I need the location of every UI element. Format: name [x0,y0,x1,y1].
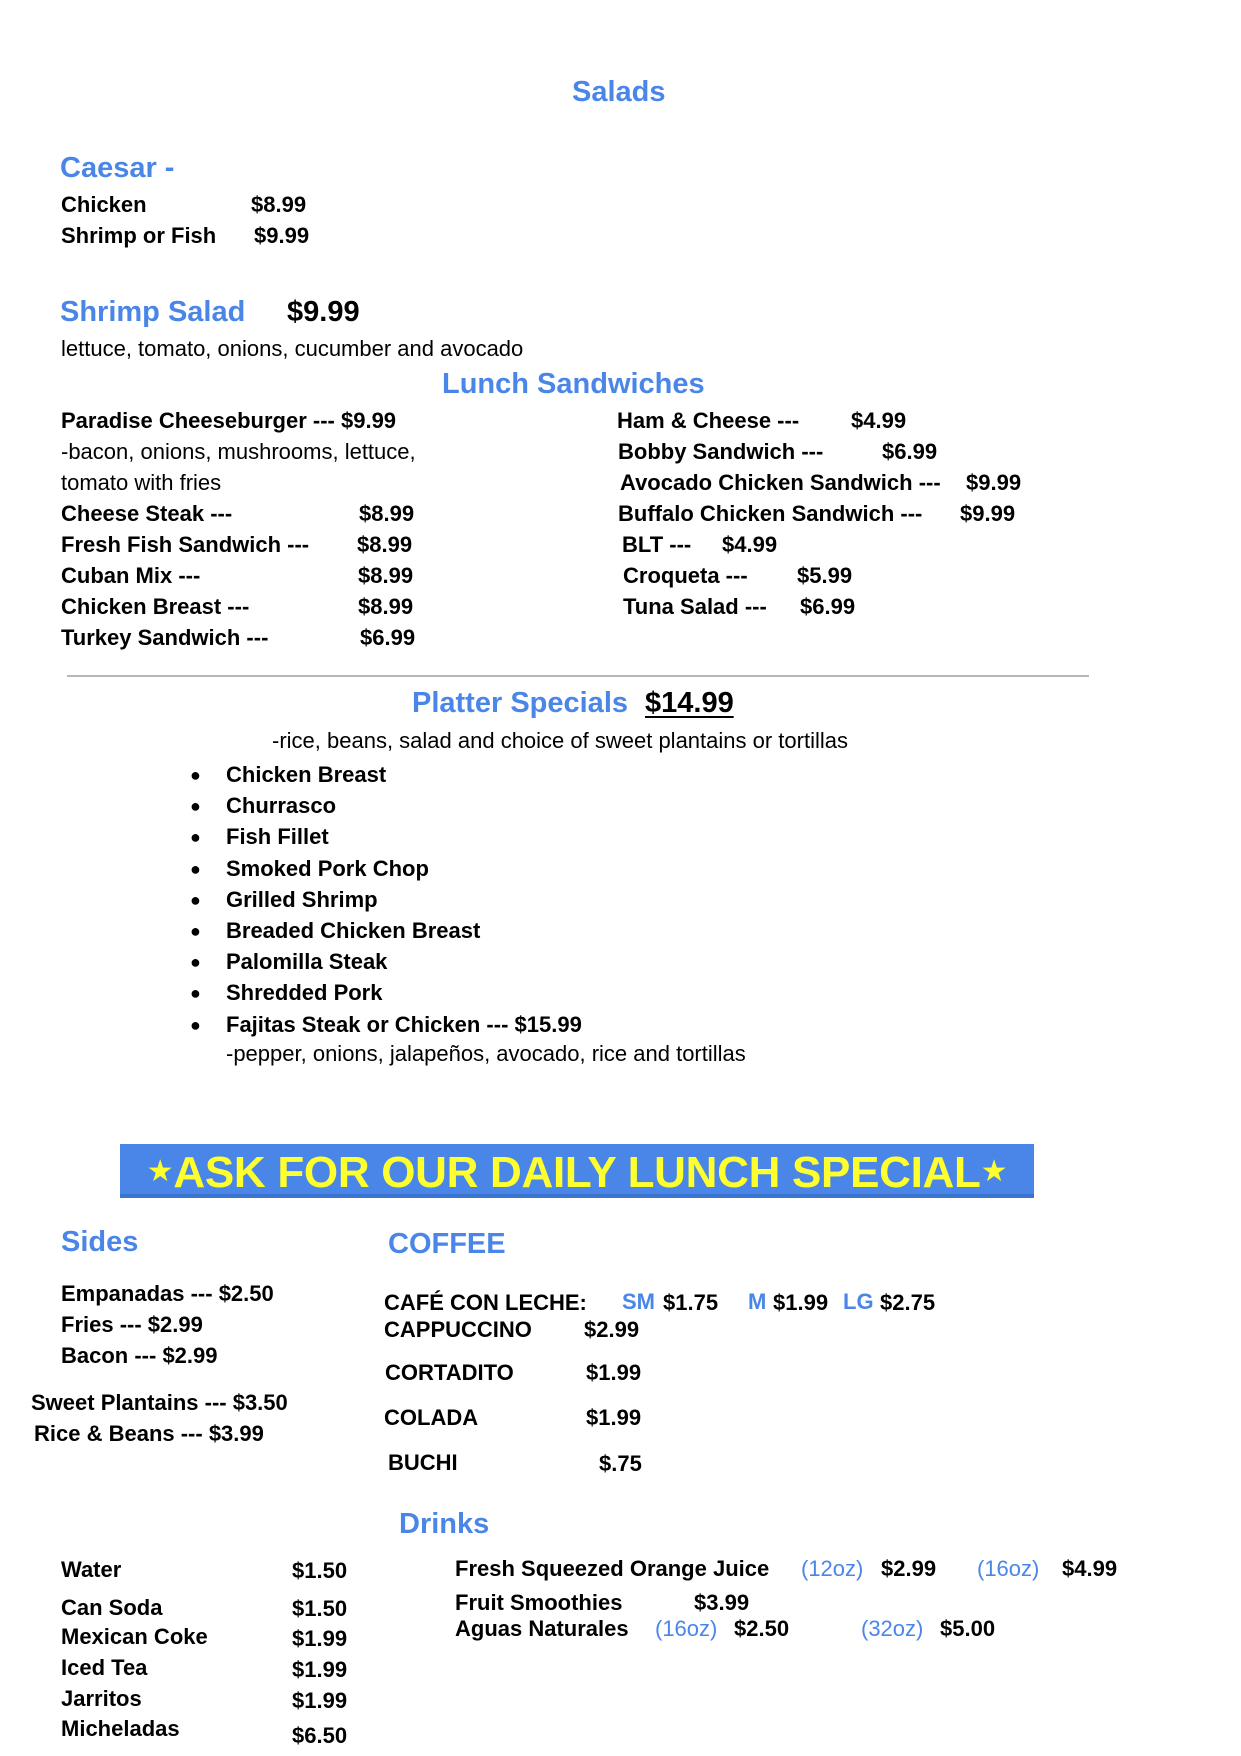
shrimp-salad-price: $9.99 [287,296,360,328]
daily-special-text: ★ASK FOR OUR DAILY LUNCH SPECIAL★ [146,1148,1008,1197]
coffee-name: BUCHI [388,1450,458,1475]
shrimp-salad-title: Shrimp Salad [60,296,246,328]
section-divider [67,675,1089,677]
bullet-icon: ● [190,920,201,941]
cafe-size-sm: SM [622,1289,655,1314]
sandwich-price: $6.99 [882,439,938,464]
sandwich-price: $4.99 [851,408,907,433]
caesar-chicken-price: $8.99 [251,192,307,217]
list-item: ● Fajitas Steak or Chicken --- $15.99 [190,1011,582,1037]
drink-name: Micheladas [61,1716,180,1741]
sandwich-price: $8.99 [359,501,415,526]
caesar-title: Caesar - [60,152,175,184]
bullet-icon: ● [190,765,201,785]
drink-name: Mexican Coke [61,1624,208,1649]
list-item: ● Fish Fillet [190,824,329,850]
sandwich-name: Bobby Sandwich --- [618,439,824,464]
sandwich-name: BLT --- [622,532,692,557]
orange-juice-price-16: $4.99 [1062,1556,1118,1581]
coffee-heading: COFFEE [388,1228,506,1260]
cheeseburger-desc-2: tomato with fries [61,470,222,495]
sandwich-price: $8.99 [358,594,414,619]
sandwich-price: $9.99 [966,470,1022,495]
drink-price: $1.50 [292,1558,348,1583]
orange-juice-name: Fresh Squeezed Orange Juice [455,1556,770,1581]
list-item: ● Shredded Pork [190,980,383,1006]
bullet-icon: ● [190,952,201,973]
bullet-icon: ● [190,1014,201,1035]
cheeseburger-item: Paradise Cheeseburger --- $9.99 [61,408,397,433]
sandwich-name: Ham & Cheese --- [617,408,800,433]
aguas-price-32: $5.00 [940,1616,996,1641]
sandwich-price: $6.99 [360,625,416,650]
drink-name: Iced Tea [61,1655,148,1680]
drinks-heading: Drinks [399,1508,490,1540]
aguas-size-16: (16oz) [655,1616,718,1641]
salads-heading: Salads [572,76,666,108]
list-item: ● Breaded Chicken Breast [190,917,481,943]
side-item: Bacon --- $2.99 [61,1343,218,1368]
orange-juice-price-12: $2.99 [881,1556,937,1581]
shrimp-salad-description: lettuce, tomato, onions, cucumber and avocado [61,336,524,361]
sandwich-name: Turkey Sandwich --- [61,625,269,650]
sandwich-price: $8.99 [358,563,414,588]
cafe-con-leche-name: CAFÉ CON LECHE: [384,1290,587,1315]
list-item: ● Grilled Shrimp [190,886,378,912]
smoothies-price: $3.99 [694,1590,750,1615]
coffee-price: $.75 [599,1451,642,1476]
list-item: ● Chicken Breast [190,762,387,787]
sides-heading: Sides [61,1226,139,1258]
star-icon: ★ [980,1155,1008,1188]
platters-heading: Platter Specials [412,687,628,719]
cafe-price-sm: $1.75 [663,1290,719,1315]
daily-special-banner [120,1144,1034,1198]
fajitas-note: -pepper, onions, jalapeños, avocado, rice and tortillas [226,1041,746,1066]
coffee-price: $1.99 [586,1405,642,1430]
cafe-price-m: $1.99 [773,1290,829,1315]
sandwich-name: Fresh Fish Sandwich --- [61,532,310,557]
orange-juice-size-12: (12oz) [801,1556,864,1581]
sandwich-price: $8.99 [357,532,413,557]
sandwiches-heading: Lunch Sandwiches [442,368,705,400]
bullet-icon: ● [190,889,201,910]
aguas-name: Aguas Naturales [455,1616,629,1641]
drink-price: $1.99 [292,1688,348,1713]
sandwich-name: Avocado Chicken Sandwich --- [620,470,941,495]
bullet-icon: ● [190,827,201,848]
drink-name: Water [61,1557,122,1582]
orange-juice-size-16: (16oz) [977,1556,1040,1581]
sandwich-price: $5.99 [797,563,853,588]
sandwich-name: Croqueta --- [623,563,748,588]
drink-name: Can Soda [61,1595,163,1620]
sandwich-name: Chicken Breast --- [61,594,250,619]
sandwich-name: Cuban Mix --- [61,563,201,588]
platters-price: $14.99 [645,687,734,719]
sandwich-name: Cheese Steak --- [61,501,233,526]
coffee-price: $2.99 [584,1317,640,1342]
coffee-name: CORTADITO [385,1360,514,1385]
platters-description: -rice, beans, salad and choice of sweet plantains or tortillas [272,728,848,753]
coffee-price: $1.99 [586,1360,642,1385]
drink-price: $6.50 [292,1723,348,1748]
bullet-icon: ● [190,983,201,1004]
drink-price: $1.99 [292,1626,348,1651]
list-item: ● Palomilla Steak [190,949,388,975]
star-icon: ★ [146,1155,174,1188]
sandwich-price: $4.99 [722,532,778,557]
sandwich-price: $9.99 [960,501,1016,526]
cafe-price-lg: $2.75 [880,1290,936,1315]
caesar-chicken-name: Chicken [61,192,147,217]
bullet-icon: ● [190,796,201,817]
side-item: Rice & Beans --- $3.99 [34,1421,264,1446]
aguas-size-32: (32oz) [861,1616,924,1641]
drink-price: $1.50 [292,1596,348,1621]
side-item: Fries --- $2.99 [61,1312,203,1337]
cheeseburger-desc-1: -bacon, onions, mushrooms, lettuce, [61,439,416,464]
sandwich-price: $6.99 [800,594,856,619]
smoothies-name: Fruit Smoothies [455,1590,623,1615]
cafe-size-m: M [748,1289,767,1314]
coffee-name: COLADA [384,1405,479,1430]
side-item: Sweet Plantains --- $3.50 [31,1390,288,1415]
platter-list [190,762,582,1043]
caesar-shrimp-price: $9.99 [254,223,310,248]
list-item: ● Churrasco [190,793,337,819]
coffee-name: CAPPUCCINO [384,1317,532,1342]
bullet-icon: ● [190,858,201,879]
side-item: Empanadas --- $2.50 [61,1281,274,1306]
caesar-shrimp-name: Shrimp or Fish [61,223,217,248]
aguas-price-16: $2.50 [734,1616,790,1641]
list-item: ● Smoked Pork Chop [190,855,429,881]
drink-price: $1.99 [292,1657,348,1682]
sandwich-name: Buffalo Chicken Sandwich --- [618,501,923,526]
drink-name: Jarritos [61,1686,142,1711]
cafe-size-lg: LG [843,1289,874,1314]
sandwich-name: Tuna Salad --- [623,594,767,619]
